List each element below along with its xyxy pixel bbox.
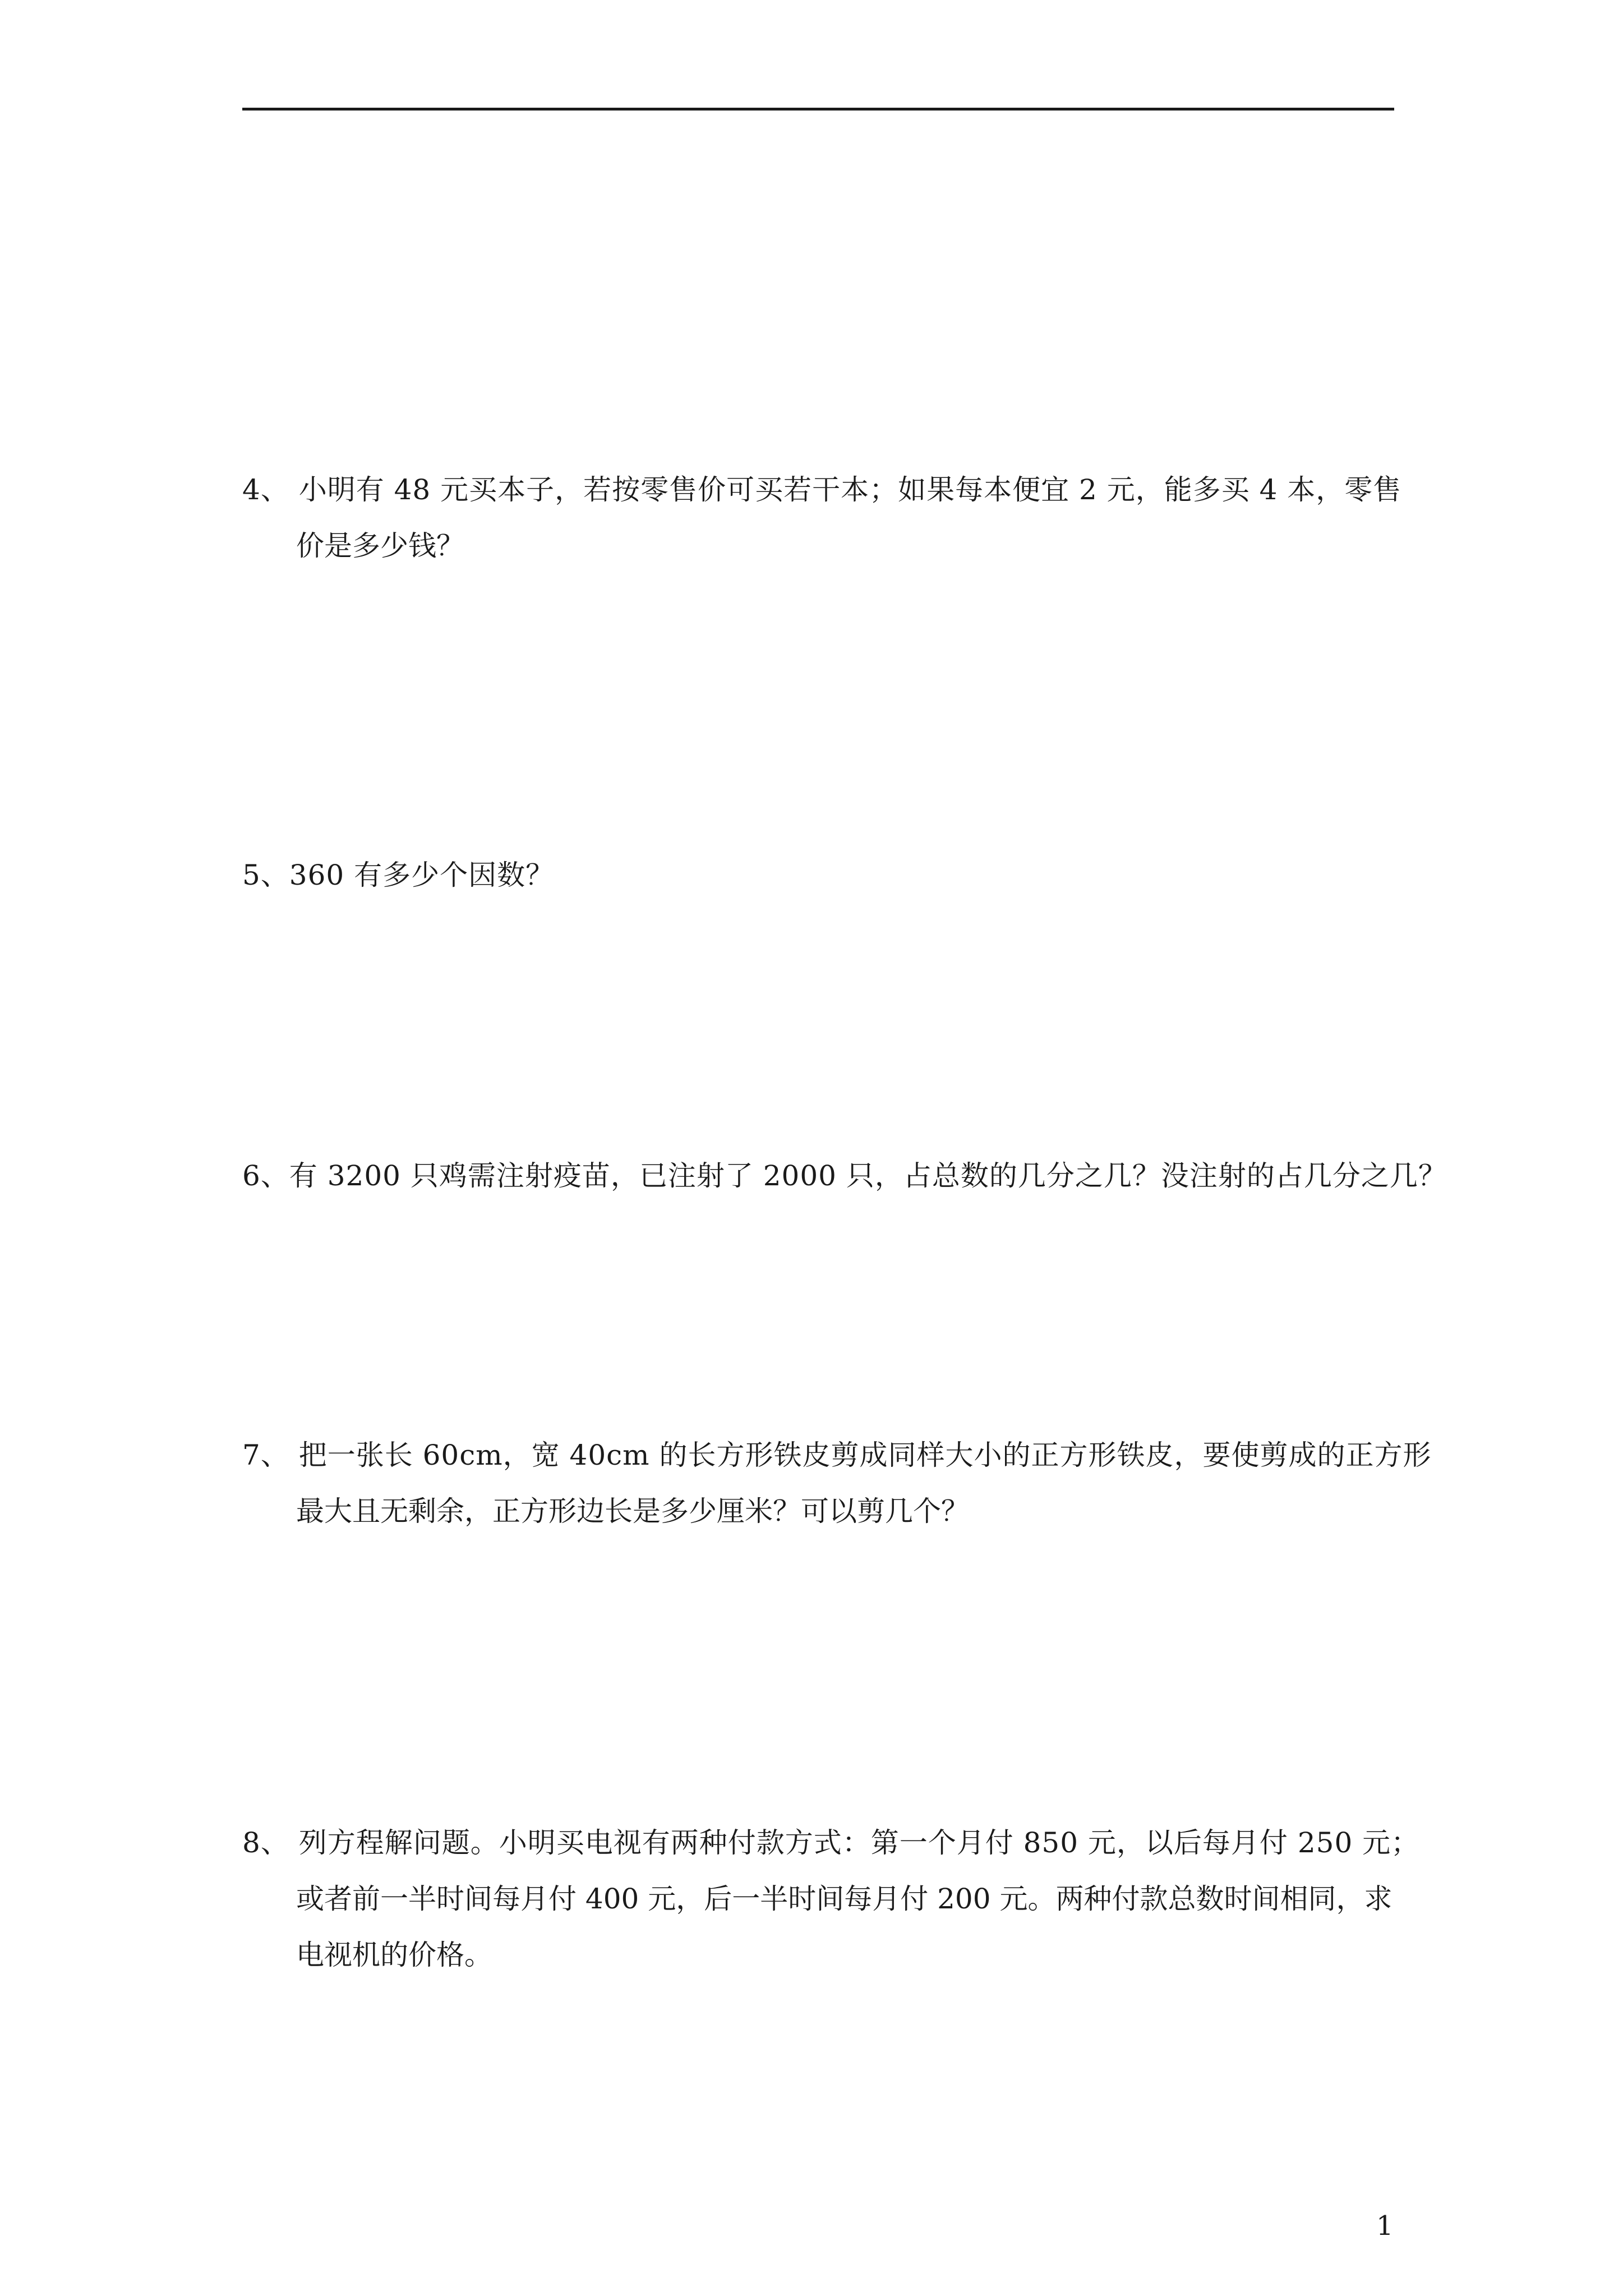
question-4-line-1: 4、 小明有 48 元买本子，若按零售价可买若干本；如果每本便宜 2 元，能多买 4 本，零售: [242, 473, 1402, 506]
question-8-line-1: 8、 列方程解问题。小明买电视有两种付款方式：第一个月付 850 元，以后每月付 250 元；: [242, 1826, 1420, 1859]
question-4: [242, 462, 1402, 574]
question-5: [242, 847, 1398, 903]
question-4-line-2: 价是多少钱？: [296, 530, 464, 562]
page-number: 1: [1376, 2210, 1394, 2242]
question-8: [242, 1815, 1420, 1983]
header-rule: [242, 108, 1394, 111]
question-8-line-3: 电视机的价格。: [296, 1939, 492, 1971]
question-8-line-2: 或者前一半时间每月付 400 元，后一半时间每月付 200 元。两种付款总数时间相同，求: [296, 1883, 1393, 1915]
question-6-line-1: 6、有 3200 只鸡需注射疫苗，已注射了 2000 只，占总数的几分之几？没注射的占几分之几？: [242, 1159, 1447, 1192]
question-6: [242, 1148, 1447, 1204]
question-5-line-1: 5、360 有多少个因数？: [242, 859, 555, 891]
question-7-line-1: 7、 把一张长 60cm，宽 40cm 的长方形铁皮剪成同样大小的正方形铁皮，要使剪成的正方形: [242, 1439, 1432, 1471]
question-7-line-2: 最大且无剩余，正方形边长是多少厘米？可以剪几个？: [296, 1495, 969, 1527]
question-7: [242, 1427, 1432, 1539]
